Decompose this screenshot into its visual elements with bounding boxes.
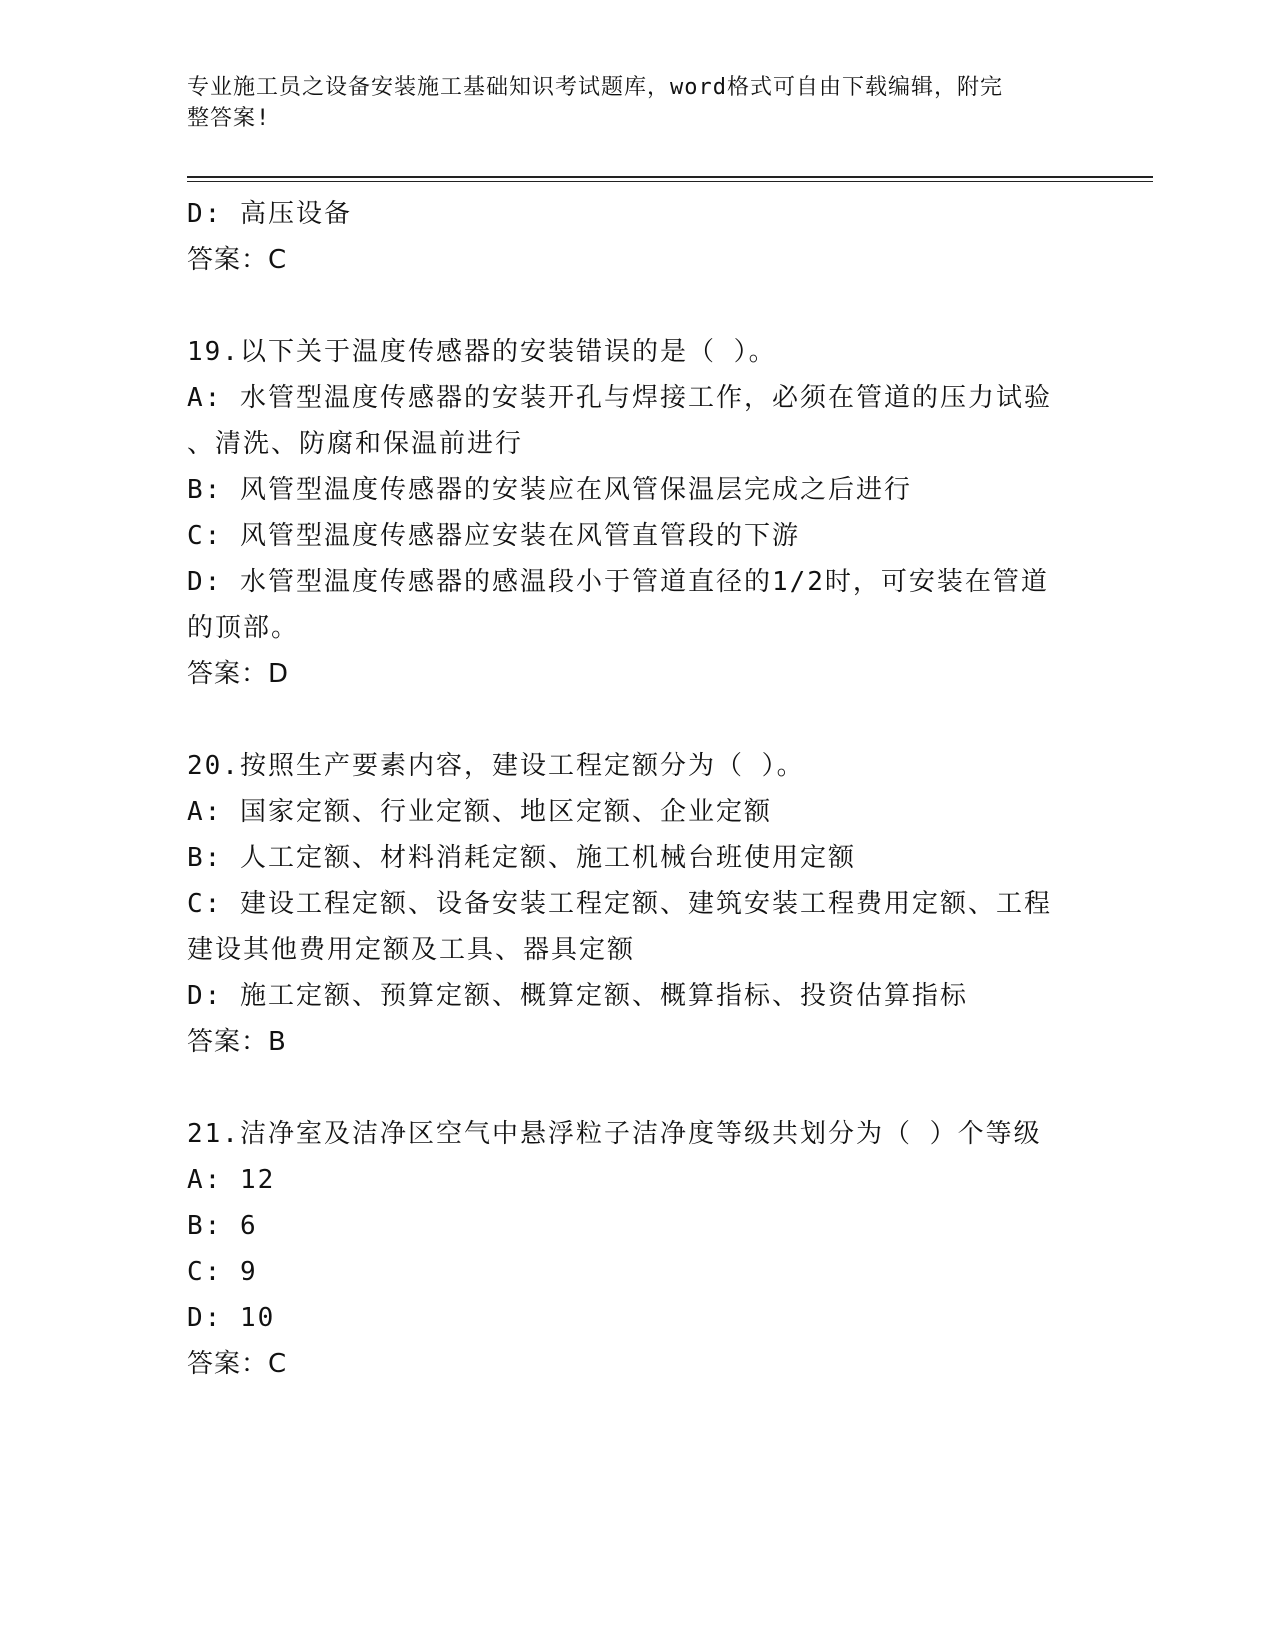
- question-stem: 19.以下关于温度传感器的安装错误的是（ ）。: [187, 337, 777, 367]
- option-a: A: 国家定额、行业定额、地区定额、企业定额: [187, 797, 772, 827]
- option-c-continued: 建设其他费用定额及工具、器具定额: [187, 935, 636, 965]
- option-a: A: 水管型温度传感器的安装开孔与焊接工作，必须在管道的压力试验: [187, 383, 1052, 413]
- question-20: [187, 743, 1067, 1065]
- option-d: D: 施工定额、预算定额、概算定额、概算指标、投资估算指标: [187, 981, 968, 1011]
- option-d-continued: 的顶部。: [187, 613, 300, 643]
- option-b: B: 人工定额、材料消耗定额、施工机械台班使用定额: [187, 843, 856, 873]
- answer: 答案：C: [187, 245, 288, 275]
- question-21: [187, 1111, 1067, 1387]
- answer: 答案：D: [187, 659, 290, 689]
- document-header: [187, 72, 1067, 134]
- option-c: C: 风管型温度传感器应安装在风管直管段的下游: [187, 521, 800, 551]
- option-d: D: 10: [187, 1303, 276, 1333]
- option-a-continued: 、清洗、防腐和保温前进行: [187, 429, 524, 459]
- option-d: D: 水管型温度传感器的感温段小于管道直径的1/2时，可安装在管道: [187, 567, 1049, 597]
- option-a: A: 12: [187, 1165, 276, 1195]
- answer: 答案：C: [187, 1349, 288, 1379]
- question-list: [187, 191, 1067, 1387]
- option-c: C: 9: [187, 1257, 258, 1287]
- header-rule-thick: [187, 176, 1153, 178]
- option-b: B: 6: [187, 1211, 258, 1241]
- answer: 答案：B: [187, 1027, 287, 1057]
- question-stem: 20.按照生产要素内容，建设工程定额分为（ ）。: [187, 751, 805, 781]
- question-stem: 21.洁净室及洁净区空气中悬浮粒子洁净度等级共划分为（ ）个等级: [187, 1119, 1042, 1149]
- option-c: C: 建设工程定额、设备安装工程定额、建筑安装工程费用定额、工程: [187, 889, 1052, 919]
- question-prev-tail: [187, 191, 1067, 283]
- option-d: D: 高压设备: [187, 199, 352, 229]
- option-b: B: 风管型温度传感器的安装应在风管保温层完成之后进行: [187, 475, 912, 505]
- header-rule-thin: [187, 181, 1153, 182]
- header-line-2: 整答案!: [187, 106, 271, 131]
- question-19: [187, 329, 1067, 697]
- header-line-1: 专业施工员之设备安装施工基础知识考试题库，word格式可自由下载编辑，附完: [187, 75, 1003, 100]
